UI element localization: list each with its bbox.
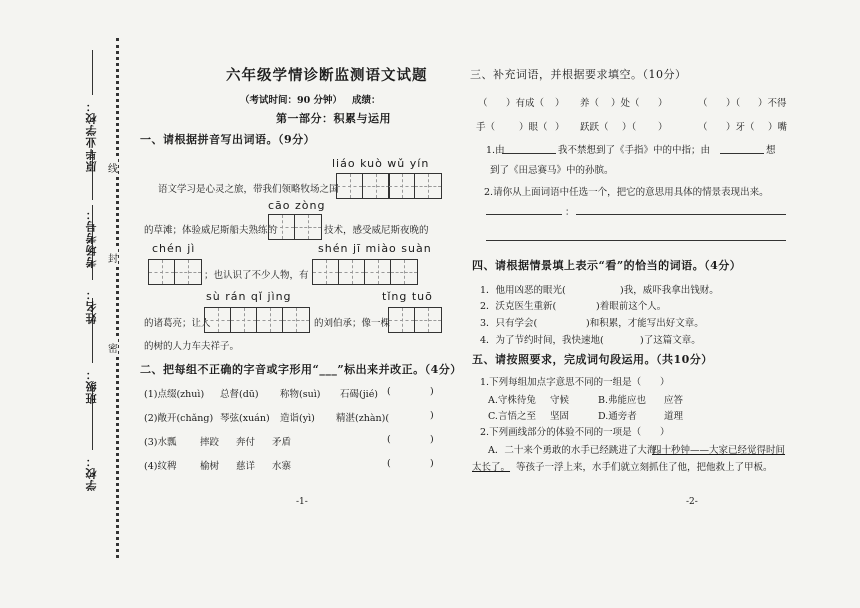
- school-label: 学校：: [85, 455, 98, 491]
- answer-grid-shenjimiaosuan[interactable]: [312, 259, 418, 285]
- q3-fill[interactable]: （: [698, 98, 708, 109]
- q2-item: (3)水瓢: [144, 437, 177, 448]
- q4-item-4a: 4．为了节约时间，我快速地(: [480, 335, 604, 346]
- q3-fill[interactable]: 跃跃（: [580, 122, 609, 133]
- q1-line4a: 的诸葛亮；让人: [144, 318, 211, 329]
- q5-passage-a1: A．二十来个勇敢的水手已经跳进了大海。: [488, 445, 666, 456]
- q2-answer-close: ): [430, 434, 434, 445]
- q1-line5: 的树的人力车夫祥子。: [144, 341, 240, 352]
- q3-item1b: 我不禁想到了《手指》中的中指；由: [558, 145, 711, 156]
- exam-time: （考试时间：90 分钟）: [240, 95, 343, 106]
- pinyin-suranqijing: sù rán qǐ jìng: [206, 290, 292, 303]
- q1-line1: 语文学习是心灵之旅，带我们领略牧场之国: [158, 184, 339, 195]
- q2-item: 石碣(jié): [340, 389, 379, 400]
- q2-item: (1)点缀(zhuì): [144, 389, 205, 400]
- q2-heading: 二、把每组不正确的字音或字形用“___”标出来并改正。（4分）: [140, 363, 462, 376]
- q1-line4b: 的刘伯承；像一棵: [314, 318, 391, 329]
- q3-fill[interactable]: ）（: [726, 98, 741, 109]
- q5-q1: 1.下列每组加点字意思不同的一组是（: [480, 377, 642, 388]
- q2-item: 琴弦(xuán): [220, 413, 270, 424]
- q1-heading: 一、请根据拼音写出词语。（9分）: [140, 133, 316, 146]
- q5-passage-a4: 等孩子一浮上来，水手们就立刻抓住了他，把他救上了甲板。: [516, 462, 773, 473]
- q3-item2-word-blank[interactable]: [486, 214, 562, 215]
- q3-item2: 2.请你从上面词语中任选一个，把它的意思用具体的情景表现出来。: [484, 187, 769, 198]
- q5-opt-c[interactable]: C.言悟之至: [488, 411, 536, 422]
- q4-item-2a: 2．沃克医生重新(: [480, 301, 557, 312]
- q5-opt-c-word: 坚固: [550, 411, 570, 422]
- q3-fill[interactable]: （: [698, 122, 708, 133]
- pinyin-chenji: chén jì: [152, 242, 196, 255]
- q5-q2: 2.下列画线部分的体验不同的一项是（: [480, 427, 642, 438]
- answer-grid-chenji[interactable]: [148, 259, 202, 285]
- q4-item-2b: )着眼前这个人。: [596, 301, 667, 312]
- q2-item: 水寨: [272, 461, 292, 472]
- q4-item-4b: )了这篇文章。: [640, 335, 701, 346]
- part1-heading: 第一部分：积累与运用: [276, 112, 391, 125]
- q5-opt-b-word: 应答: [664, 395, 684, 406]
- q4-item-3a: 3．只有学会(: [480, 318, 538, 329]
- q2-answer-open[interactable]: (: [387, 458, 391, 469]
- q5-q2-close: ）: [660, 427, 670, 438]
- name-label: 姓名：: [85, 288, 98, 324]
- q2-answer-close: ): [430, 458, 434, 469]
- pinyin-caozong: cāo zòng: [268, 199, 326, 212]
- q5-opt-a-word: 守候: [550, 395, 570, 406]
- q5-opt-b[interactable]: B.弗能应也: [598, 395, 647, 406]
- exam-no-label: 考场考号：: [85, 208, 98, 268]
- answer-grid-wuyin[interactable]: [388, 173, 442, 199]
- q3-item2-answer-blank1[interactable]: [576, 214, 786, 215]
- q5-q1-close: ）: [660, 377, 670, 388]
- q2-answer-close: ): [430, 386, 434, 397]
- pinyin-shenjimiaosuan: shén jī miào suàn: [318, 242, 432, 255]
- q5-heading: 五、请按照要求，完成词句段运用。（共10分）: [472, 353, 713, 366]
- q2-answer-close: ): [430, 410, 434, 421]
- q2-item: 造诣(yì): [280, 413, 315, 424]
- page-number-left: -1-: [296, 497, 308, 507]
- q2-item: 榆树: [200, 461, 220, 472]
- q2-item: 摔跤: [200, 437, 220, 448]
- q2-answer-open[interactable]: (: [387, 434, 391, 445]
- q5-passage-a3: 太长了。: [472, 462, 511, 473]
- answer-grid-suranqijing[interactable]: [204, 307, 310, 333]
- q4-item-1a: 1．他用凶恶的眼光(: [480, 285, 566, 296]
- q1-line2b: 技术，感受威尼斯夜晚的: [324, 225, 429, 236]
- q3-item1c: 想: [766, 145, 776, 156]
- q3-heading: 三、补充词语，并根据要求填空。（10分）: [470, 68, 687, 81]
- origin-school-label: 原毕业学校：: [85, 100, 98, 172]
- page-number-right: -2-: [686, 497, 698, 507]
- q2-answer-open[interactable]: (: [387, 386, 391, 397]
- q4-heading: 四、请根据情景填上表示“看”的恰当的词语。（4分）: [472, 259, 742, 272]
- q1-line2a: 的草滩；体验威尼斯船夫熟练的: [144, 225, 278, 236]
- q3-item1d: 到了《田忌赛马》中的孙膑。: [490, 165, 614, 176]
- q3-item1-blank1[interactable]: [502, 153, 556, 154]
- answer-grid-caozong[interactable]: [268, 214, 322, 240]
- q3-fill[interactable]: ）有成（: [506, 98, 545, 109]
- q3-fill[interactable]: ）: [555, 122, 565, 133]
- q3-fill[interactable]: （: [478, 98, 488, 109]
- q3-fill[interactable]: 手（: [476, 122, 496, 133]
- seal-dotted-line: [116, 38, 119, 558]
- q3-fill[interactable]: ）: [658, 122, 668, 133]
- q2-item: 矛盾: [272, 437, 292, 448]
- q3-item2-answer-blank2[interactable]: [486, 240, 786, 241]
- q2-item: 慈详: [236, 461, 256, 472]
- q5-opt-d-word: 道理: [664, 411, 684, 422]
- q2-item: 总督(dū): [220, 389, 259, 400]
- q2-item: (4)纹稗: [144, 461, 177, 472]
- seal-char-mi: 密: [108, 338, 118, 357]
- score-label: 成绩：: [352, 95, 381, 106]
- seal-char-xian: 线: [108, 158, 118, 177]
- q4-item-1b: )我，威吓我拿出钱财。: [620, 285, 719, 296]
- q5-passage-a2: 四十秒钟——大家已经觉得时间: [652, 445, 786, 456]
- q2-item: 称物(suì): [280, 389, 321, 400]
- q3-fill[interactable]: 养（: [580, 98, 600, 109]
- q3-item1-blank2[interactable]: [720, 153, 764, 154]
- answer-grid-tingtuo[interactable]: [388, 307, 442, 333]
- q3-fill[interactable]: ）不得: [758, 98, 787, 109]
- origin-school-line: [92, 50, 93, 95]
- q2-item: (2)敞开(chǎng): [144, 413, 214, 424]
- q3-item1a: 1.由: [486, 145, 505, 156]
- q3-fill[interactable]: ）: [555, 98, 565, 109]
- q3-item2-sep: ：: [565, 207, 575, 218]
- class-label: 班级：: [85, 368, 98, 404]
- q3-fill[interactable]: ）（: [622, 122, 637, 133]
- q3-fill[interactable]: ）嘴: [768, 122, 788, 133]
- q3-fill[interactable]: ）处（: [611, 98, 640, 109]
- q5-opt-a[interactable]: A.守株待兔: [488, 395, 536, 406]
- pinyin-liaokuo-wuyin: liáo kuò wǔ yín: [332, 157, 430, 170]
- q3-fill[interactable]: ）: [658, 98, 668, 109]
- q2-item: 精湛(zhàn)(: [336, 413, 390, 424]
- q3-fill[interactable]: ）眼（: [519, 122, 548, 133]
- q3-fill[interactable]: ）牙（: [726, 122, 755, 133]
- exam-title: 六年级学情诊断监测语文试题: [226, 67, 428, 84]
- seal-char-feng: 封: [108, 248, 118, 267]
- q2-item: 奔付: [236, 437, 256, 448]
- q4-item-3b: )和积累，才能写出好文章。: [586, 318, 704, 329]
- pinyin-tingtuo: tǐng tuō: [382, 290, 433, 303]
- q1-line3: ；也认识了不少人物，有: [204, 270, 309, 281]
- q5-opt-d[interactable]: D.通旁者: [598, 411, 637, 422]
- answer-grid-liaokuo[interactable]: [336, 173, 390, 199]
